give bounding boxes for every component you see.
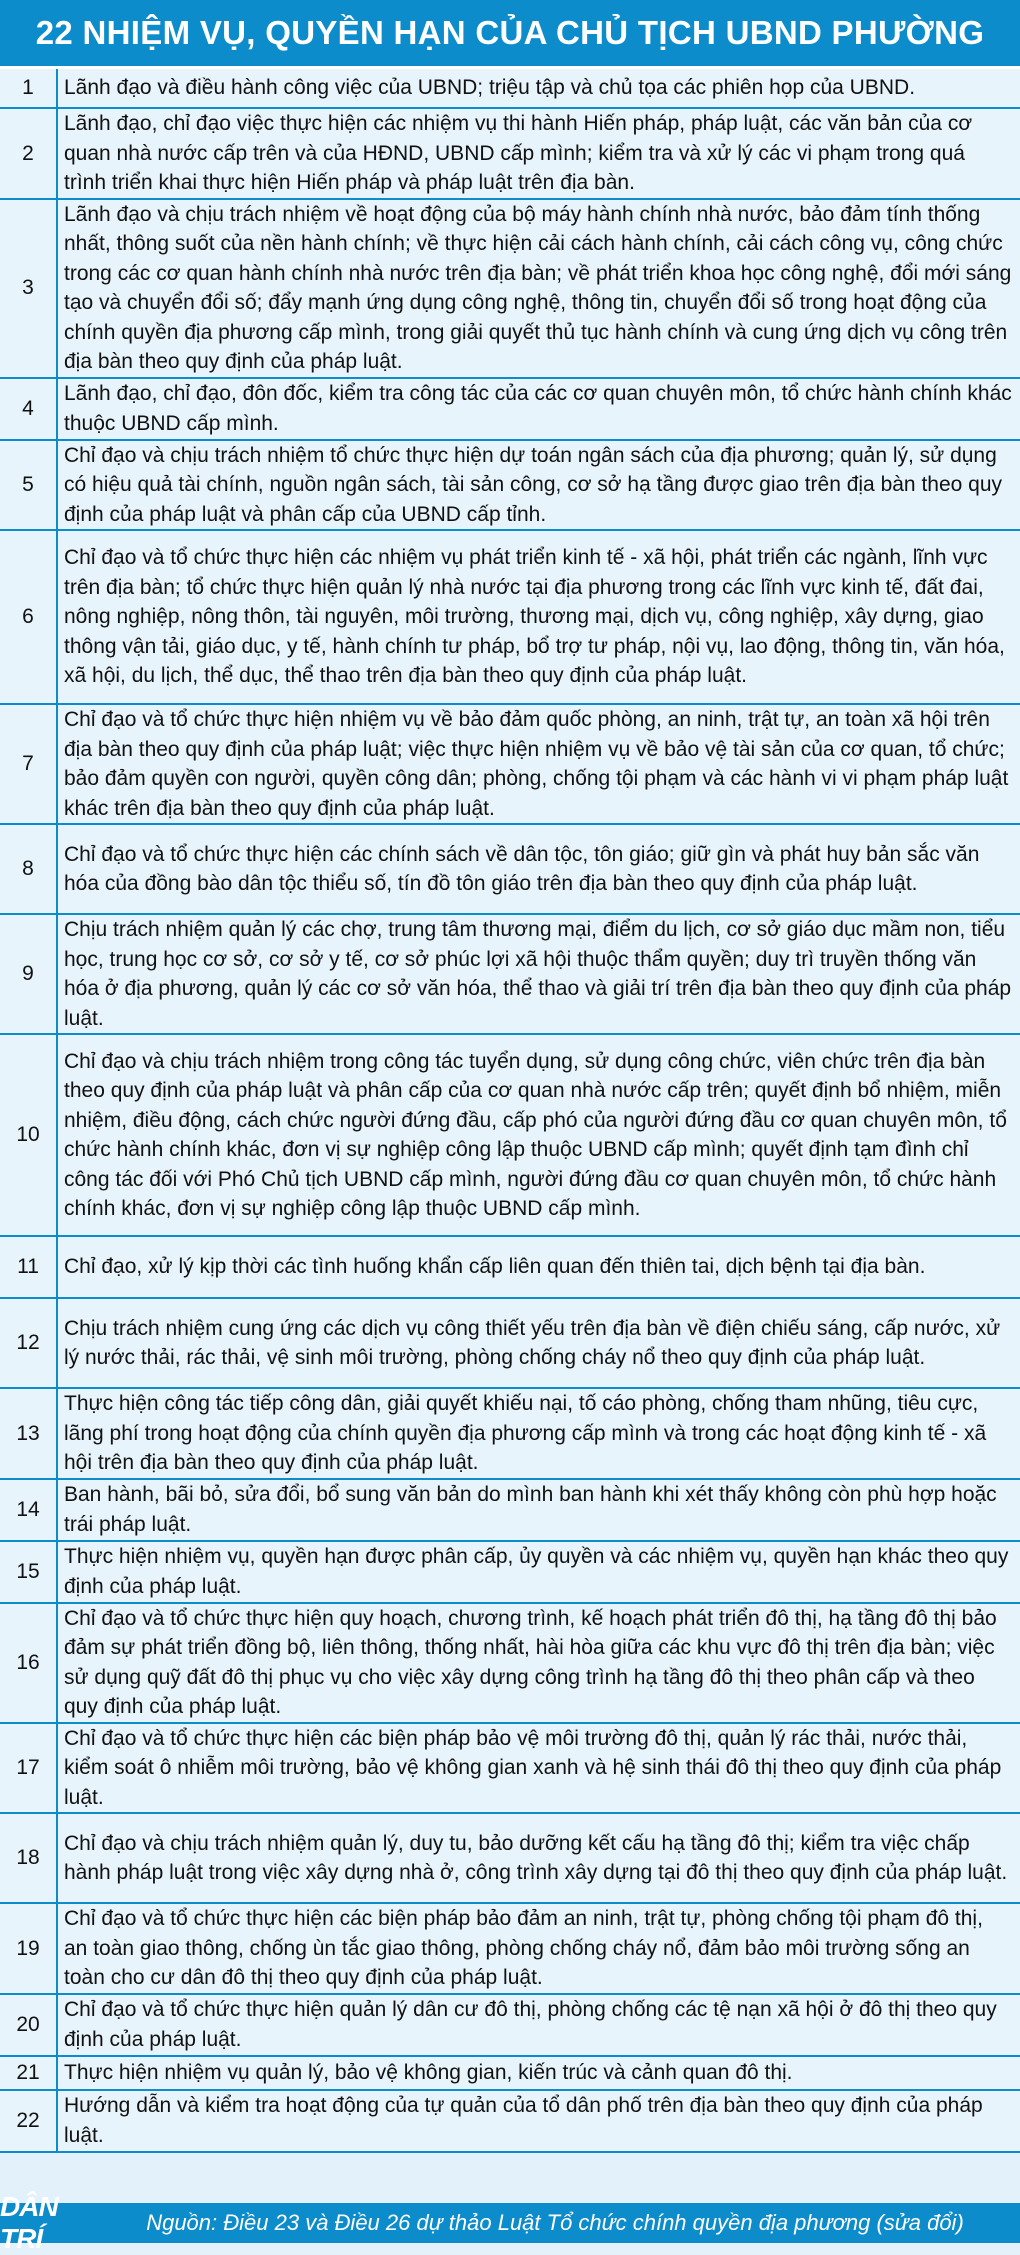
table-row	[0, 69, 1020, 108]
row-number: 12	[0, 1298, 57, 1388]
table-row	[0, 199, 1020, 378]
table-row	[0, 1236, 1020, 1298]
table-row	[0, 1388, 1020, 1479]
row-number: 11	[0, 1236, 57, 1298]
row-duty-text: Chỉ đạo và tổ chức thực hiện các biện pháp bảo vệ môi trường đô thị, quản lý rác thải, nước thải, kiểm soát ô nhiễm môi trường, bảo vệ không gian xanh và hệ sinh thái đô thị theo quy định của pháp luật.	[57, 1723, 1020, 1814]
row-duty-text: Chỉ đạo, xử lý kịp thời các tình huống khẩn cấp liên quan đến thiên tai, dịch bệnh tại địa bàn.	[57, 1236, 1020, 1298]
table-row	[0, 1813, 1020, 1903]
row-duty-text: Lãnh đạo và điều hành công việc của UBND; triệu tập và chủ tọa các phiên họp của UBND.	[57, 69, 1020, 108]
row-number: 13	[0, 1388, 57, 1479]
duties-table	[0, 69, 1020, 2153]
row-number: 14	[0, 1479, 57, 1541]
row-number: 5	[0, 440, 57, 531]
row-duty-text: Thực hiện công tác tiếp công dân, giải quyết khiếu nại, tố cáo phòng, chống tham nhũng, tiêu cực, lãng phí trong hoạt động của chính quyền địa phương cấp mình và trong các hoạt động kinh tế - xã hội trên địa bàn theo quy định của pháp luật.	[57, 1388, 1020, 1479]
table-row	[0, 1603, 1020, 1723]
row-duty-text: Chỉ đạo và tổ chức thực hiện các biện pháp bảo đảm an ninh, trật tự, phòng chống tội phạm đô thị, an toàn giao thông, chống ùn tắc giao thông, phòng chống cháy nổ, đảm bảo môi trường sống an toàn cho cư dân đô thị theo quy định của pháp luật.	[57, 1903, 1020, 1994]
row-duty-text: Chịu trách nhiệm quản lý các chợ, trung tâm thương mại, điểm du lịch, cơ sở giáo dục mầm non, tiểu học, trung học cơ sở, cơ sở y tế, cơ sở phúc lợi xã hội thuộc thẩm quyền; duy trì truyền thống văn hóa ở địa phương, quản lý các cơ sở văn hóa, thể thao và giải trí trên địa bàn theo quy định của pháp luật.	[57, 914, 1020, 1034]
row-duty-text: Ban hành, bãi bỏ, sửa đổi, bổ sung văn bản do mình ban hành khi xét thấy không còn phù hợp hoặc trái pháp luật.	[57, 1479, 1020, 1541]
table-row	[0, 1034, 1020, 1236]
row-duty-text: Chỉ đạo và chịu trách nhiệm quản lý, duy tu, bảo dưỡng kết cấu hạ tầng đô thị; kiểm tra việc chấp hành pháp luật trong việc xây dựng nhà ở, công trình xây dựng tại đô thị theo quy định của pháp luật.	[57, 1813, 1020, 1903]
row-duty-text: Chỉ đạo và chịu trách nhiệm trong công tác tuyển dụng, sử dụng công chức, viên chức trên địa bàn theo quy định của pháp luật và phân cấp của cơ quan nhà nước cấp trên; quyết định bổ nhiệm, miễn nhiệm, điều động, cách chức người đứng đầu, cấp phó của người đứng đầu cơ quan chuyên môn, tổ chức hành chính khác, đơn vị sự nghiệp công lập thuộc UBND cấp mình; quyết định tạm đình chỉ công tác đối với Phó Chủ tịch UBND cấp mình, người đứng đầu cơ quan chuyên môn, tổ chức hành chính khác, đơn vị sự nghiệp công lập thuộc UBND cấp mình.	[57, 1034, 1020, 1236]
row-duty-text: Thực hiện nhiệm vụ quản lý, bảo vệ không gian, kiến trúc và cảnh quan đô thị.	[57, 2056, 1020, 2090]
row-number: 9	[0, 914, 57, 1034]
row-number: 19	[0, 1903, 57, 1994]
row-duty-text: Hướng dẫn và kiểm tra hoạt động của tự quản của tổ dân phố trên địa bàn theo quy định của pháp luật.	[57, 2090, 1020, 2152]
infographic-title: 22 NHIỆM VỤ, QUYỀN HẠN CỦA CHỦ TỊCH UBND PHƯỜNG	[0, 0, 1020, 69]
table-row	[0, 2090, 1020, 2152]
row-duty-text: Chỉ đạo và tổ chức thực hiện các chính sách về dân tộc, tôn giáo; giữ gìn và phát huy bản sắc văn hóa của đồng bào dân tộc thiểu số, tín đồ tôn giáo trên địa bàn theo quy định của pháp luật.	[57, 824, 1020, 914]
table-row	[0, 1994, 1020, 2056]
row-number: 8	[0, 824, 57, 914]
table-row	[0, 440, 1020, 531]
row-number: 20	[0, 1994, 57, 2056]
row-duty-text: Lãnh đạo, chỉ đạo việc thực hiện các nhiệm vụ thi hành Hiến pháp, pháp luật, các văn bản của cơ quan nhà nước cấp trên và của HĐND, UBND cấp mình; kiểm tra và xử lý các vi phạm trong quá trình triển khai thực hiện Hiến pháp và pháp luật trên địa bàn.	[57, 108, 1020, 199]
row-duty-text: Thực hiện nhiệm vụ, quyền hạn được phân cấp, ủy quyền và các nhiệm vụ, quyền hạn khác theo quy định của pháp luật.	[57, 1541, 1020, 1603]
dantri-logo: DÂN TRÍ	[0, 2191, 58, 2254]
row-duty-text: Chỉ đạo và tổ chức thực hiện các nhiệm vụ phát triển kinh tế - xã hội, phát triển các ngành, lĩnh vực trên địa bàn; tổ chức thực hiện quản lý nhà nước tại địa phương trong các lĩnh vực kinh tế, đất đai, nông nghiệp, nông thôn, tài nguyên, môi trường, thương mại, dịch vụ, công nghiệp, xây dựng, giao thông vận tải, giáo dục, y tế, hành chính tư pháp, bổ trợ tư pháp, nội vụ, lao động, thông tin, văn hóa, xã hội, du lịch, thể dục, thể thao trên địa bàn theo quy định của pháp luật.	[57, 530, 1020, 704]
row-number: 10	[0, 1034, 57, 1236]
row-number: 21	[0, 2056, 57, 2090]
table-row	[0, 2056, 1020, 2090]
row-number: 15	[0, 1541, 57, 1603]
row-duty-text: Chịu trách nhiệm cung ứng các dịch vụ công thiết yếu trên địa bàn về điện chiếu sáng, cấp nước, xử lý nước thải, rác thải, vệ sinh môi trường, phòng chống cháy nổ theo quy định của pháp luật.	[57, 1298, 1020, 1388]
row-number: 3	[0, 199, 57, 378]
table-row	[0, 1298, 1020, 1388]
row-number: 17	[0, 1723, 57, 1814]
row-number: 22	[0, 2090, 57, 2152]
table-row	[0, 704, 1020, 824]
source-note: Nguồn: Điều 23 và Điều 26 dự thảo Luật Tổ chức chính quyền địa phương (sửa đổi)	[146, 2210, 964, 2235]
row-number: 18	[0, 1813, 57, 1903]
row-number: 2	[0, 108, 57, 199]
table-row	[0, 914, 1020, 1034]
row-number: 4	[0, 378, 57, 440]
footer-bar	[0, 2191, 1020, 2254]
row-duty-text: Chỉ đạo và tổ chức thực hiện quy hoạch, chương trình, kế hoạch phát triển đô thị, hạ tầng đô thị bảo đảm sự phát triển đồng bộ, liên thông, thống nhất, hài hòa giữa các khu vực đô thị trên địa bàn; việc sử dụng quỹ đất đô thị phục vụ cho việc xây dựng công trình hạ tầng đô thị theo phân cấp và theo quy định của pháp luật.	[57, 1603, 1020, 1723]
row-number: 1	[0, 69, 57, 108]
row-number: 7	[0, 704, 57, 824]
table-row	[0, 1903, 1020, 1994]
table-row	[0, 824, 1020, 914]
table-row	[0, 1541, 1020, 1603]
table-row	[0, 108, 1020, 199]
row-duty-text: Chỉ đạo và chịu trách nhiệm tổ chức thực hiện dự toán ngân sách của địa phương; quản lý, sử dụng có hiệu quả tài chính, nguồn ngân sách, tài sản công, cơ sở hạ tầng được giao trên địa bàn theo quy định của pháp luật và phân cấp của UBND cấp tỉnh.	[57, 440, 1020, 531]
table-row	[0, 1479, 1020, 1541]
duties-table-body	[0, 69, 1020, 2152]
row-duty-text: Lãnh đạo và chịu trách nhiệm về hoạt động của bộ máy hành chính nhà nước, bảo đảm tính thống nhất, thông suốt của nền hành chính; về thực hiện cải cách hành chính, cải cách công vụ, công chức trong các cơ quan hành chính nhà nước trên địa bàn; về phát triển khoa học công nghệ, đổi mới sáng tạo và chuyển đổi số; đẩy mạnh ứng dụng công nghệ, thông tin, chuyển đổi số trong hoạt động của chính quyền địa phương cấp mình, trong giải quyết thủ tục hành chính và cung ứng dịch vụ công trên địa bàn theo quy định của pháp luật.	[57, 199, 1020, 378]
table-row	[0, 530, 1020, 704]
table-row	[0, 1723, 1020, 1814]
row-number: 6	[0, 530, 57, 704]
row-duty-text: Lãnh đạo, chỉ đạo, đôn đốc, kiểm tra công tác của các cơ quan chuyên môn, tổ chức hành chính khác thuộc UBND cấp mình.	[57, 378, 1020, 440]
table-row	[0, 378, 1020, 440]
row-number: 16	[0, 1603, 57, 1723]
row-duty-text: Chỉ đạo và tổ chức thực hiện quản lý dân cư đô thị, phòng chống các tệ nạn xã hội ở đô thị theo quy định của pháp luật.	[57, 1994, 1020, 2056]
row-duty-text: Chỉ đạo và tổ chức thực hiện nhiệm vụ về bảo đảm quốc phòng, an ninh, trật tự, an toàn xã hội trên địa bàn theo quy định của pháp luật; việc thực hiện nhiệm vụ về bảo vệ tài sản của cơ quan, tổ chức; bảo đảm quyền con người, quyền công dân; phòng, chống tội phạm và các hành vi vi phạm pháp luật khác trên địa bàn theo quy định của pháp luật.	[57, 704, 1020, 824]
